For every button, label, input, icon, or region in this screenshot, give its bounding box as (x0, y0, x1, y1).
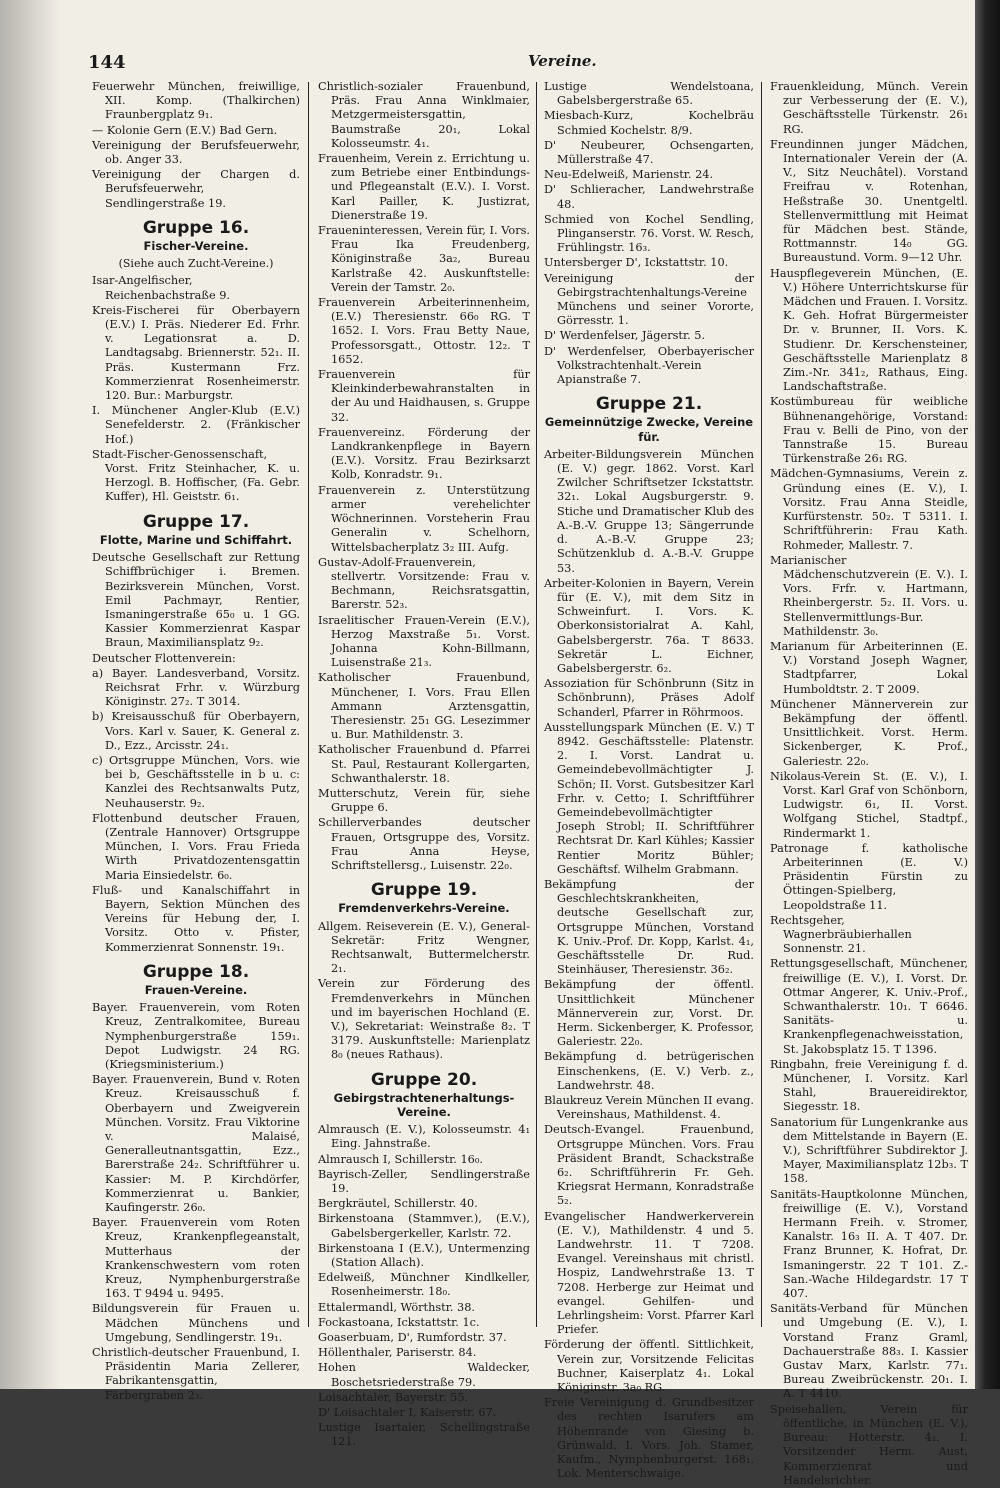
directory-entry: D' Werdenfelser, Jägerstr. 5. (544, 329, 706, 343)
directory-entry: Münchener Männerverein zur Bekämpfung der öffentl. Unsittlichkeit. Vorst. Herm. Sickenberger, K. Prof., Galeriestr. 22₀. (770, 697, 968, 768)
section-heading: Gruppe 17. (142, 511, 250, 532)
directory-entry: Birkenstoana (Stammver.), (E.V.), Gabelsbergerkeller, Karlstr. 72. (318, 1212, 530, 1240)
directory-entry: Bayer. Frauenverein, vom Roten Kreuz, Zentralkomitee, Bureau Nymphenburgerstraße 159₁. Depot Ludwigstr. 24 RG. (Kriegsministerium.) (92, 1001, 300, 1071)
directory-entry: Christlich-sozialer Frauenbund, Präs. Frau Anna Winklmaier, Metzgermeistersgattin, Baumstraße 20₁, Lokal Kolosseumstr. 4₁. (318, 80, 530, 150)
directory-entry: Hohen Waldecker, Boschetsriederstraße 79. (318, 1361, 530, 1389)
directory-entry: Goaserbuam, D', Rumfordstr. 37. (318, 1331, 507, 1345)
section-heading: Gruppe 19. (370, 880, 478, 901)
directory-entry: Edelweiß, Münchner Kindlkeller, Rosenheimerstr. 18₀. (318, 1271, 530, 1299)
directory-entry: Kreis-Fischerei für Oberbayern (E.V.) I. Präs. Niederer Ed. Frhr. v. Legationsrat a. D. Landtagsabg. Briennerstr. 52₁. II. Präs. Kustermann Frz. Kommerzienrat Rosenheimerstr. 120. Bur.: Marburgstr. (92, 303, 300, 403)
text-column-3 (544, 80, 754, 1481)
page-gutter-shadow (0, 0, 60, 1389)
directory-entry: Miesbach-Kurz, Kochelbräu Schmied Kochelstr. 8/9. (544, 109, 754, 137)
directory-entry: Bayrisch-Zeller, Sendlingerstraße 19. (318, 1167, 530, 1196)
running-head: Vereine. (528, 52, 597, 70)
directory-entry: a) Bayer. Landesverband, Vorsitz. Reichsrat Frhr. v. Würzburg Königinstr. 27₂. T 3014. (92, 666, 300, 709)
text-column-2 (318, 80, 530, 1449)
directory-entry: Ringbahn, freie Vereinigung f. d. Münchener, I. Vorsitz. Karl Stahl, Brauereidirektor, Siegesstr. 18. (770, 1057, 968, 1114)
directory-entry: b) Kreisausschuß für Oberbayern, Vors. Karl v. Sauer, K. General z. D., Ezz., Arcisstr. 24₁. (92, 710, 300, 752)
directory-entry: Höllenthaler, Pariserstr. 84. (318, 1346, 477, 1360)
directory-entry: Bergkräutel, Schillerstr. 40. (318, 1197, 478, 1211)
directory-entry: Bayer. Frauenverein, Bund v. Roten Kreuz. Kreisausschuß f. Oberbayern und Zweigverein München. Vorsitz. Frau Viktorine v. Malaisé, Generalleutnantsgattin, Ezz., Barerstraße 24₂. Schriftführer u. Kassier: M. P. Kirchdörfer, Kommerzienrat u. Bankier, Kaufingerstr. 26₀. (92, 1073, 300, 1215)
directory-entry: Verein zur Förderung des Fremdenverkehrs in München und im bayerischen Hochland (E. V.), Sekretariat: Weinstraße 8₂. T 3179. Auskunftstelle: Marienplatz 8₀ (neues Rathaus). (318, 977, 530, 1062)
directory-entry: Nikolaus-Verein St. (E. V.), I. Vorst. Karl Graf von Schönborn, Ludwigstr. 6₁, II. Vorst. Wolfgang Stichel, Stadtpf., Rindermarkt 1. (770, 769, 968, 840)
directory-entry: Fluß- und Kanalschiffahrt in Bayern, Sektion München des Vereins für Hebung der, I. Vorsitz. Otto v. Pfister, Kommerzienrat Sonnenstr. 19₁. (92, 883, 300, 954)
section-heading: Gruppe 18. (142, 961, 250, 982)
directory-entry: Bildungsverein für Frauen u. Mädchen Münchens und Umgebung, Sendlingerstr. 19₁. (92, 1302, 300, 1344)
column-divider (536, 82, 537, 1327)
directory-entry: Israelitischer Frauen-Verein (E.V.), Herzog Maxstraße 5₁. Vorst. Johanna Kohn-Billmann, Luisenstraße 21₃. (318, 613, 530, 670)
directory-entry: Bekämpfung d. betrügerischen Einschenkens, (E. V.) Verb. z., Landwehrstr. 48. (544, 1050, 754, 1092)
directory-entry: Isar-Angelfischer, Reichenbachstraße 9. (92, 274, 231, 302)
section-heading: Gruppe 20. (370, 1069, 478, 1090)
directory-entry: Fockastoana, Ickstattstr. 1c. (318, 1315, 480, 1329)
directory-entry: Schillerverbandes deutscher Frauen, Ortsgruppe des, Vorsitz. Frau Anna Heyse, Schriftstellersg., Luisenstr. 22₀. (318, 816, 530, 872)
directory-entry: Untersberger D', Ickstattstr. 10. (544, 256, 729, 270)
directory-entry: Frauenheim, Verein z. Errichtung u. zum Betriebe einer Entbindungs- und Pflegeanstalt (E.V.). I. Vorst. Karl Pailler, K. Justizrat, Dienerstraße 19. (318, 152, 530, 222)
directory-entry: Birkenstoana I (E.V.), Untermenzing (Station Allach). (318, 1241, 530, 1270)
directory-entry: Vereinigung der Chargen d. Berufsfeuerwehr, Sendlingerstraße 19. (92, 168, 300, 210)
section-note: (Siehe auch Zucht-Vereine.) (118, 257, 274, 271)
directory-entry: D' Schlieracher, Landwehrstraße 48. (544, 183, 754, 211)
directory-entry: Hauspflegeverein München, (E. V.) Höhere Unterrichtskurse für Mädchen und Frauen. I. Vorsitz. K. Geh. Hofrat Bürgermeister Dr. v. Brunner, II. Vors. K. Studienr. Dr. Kerschensteiner, Geschäftsstelle Marienplatz 8 Zim.-Nr. 341₂, Rathaus, Eing. Landschaftstraße. (770, 266, 968, 394)
text-column-1 (92, 80, 300, 1402)
directory-entry: Feuerwehr München, freiwillige, XII. Komp. (Thalkirchen) Fraunbergplatz 9₁. (92, 80, 300, 122)
directory-entry: Schmied von Kochel Sendling, Plinganserstr. 76. Vorst. W. Resch, Frühlingstr. 16₃. (544, 212, 754, 255)
directory-entry: Bekämpfung der Geschlechtskrankheiten, deutsche Gesellschaft zur, Ortsgruppe München, Vorstand K. Univ.-Prof. Dr. Kopp, Karlst. 4₁, Geschäftsstelle Dr. Rud. Steinhäuser, Theresienstr. 36₂. (544, 877, 754, 977)
directory-entry: Fraueninteressen, Verein für, I. Vors. Frau Ika Freudenberg, Königinstraße 3a₂, Bureau Karlstraße 42. Auskunftstelle: Verein der Tamstr. 2₀. (318, 224, 530, 294)
directory-entry: D' Loisachtaler I, Kaiserstr. 67. (318, 1406, 497, 1420)
directory-entry: — Kolonie Gern (E.V.) Bad Gern. (92, 123, 278, 137)
directory-entry: Mutterschutz, Verein für, siehe Gruppe 6. (318, 786, 530, 815)
directory-entry: Neu-Edelweiß, Marienstr. 24. (544, 168, 714, 182)
directory-entry: Frauenverein Arbeiterinnenheim, (E.V.) Theresienstr. 66₀ RG. T 1652. I. Vors. Frau Betty Naue, Professorsgatt., Ottostr. 12₂. T 1652. (318, 296, 530, 366)
directory-entry: Assoziation für Schönbrunn (Sitz in Schönbrunn), Präses Adolf Schanderl, Pfarrer in Röhrmoos. (544, 677, 754, 719)
section-heading: Gruppe 21. (595, 394, 703, 415)
directory-entry: Ettalermandl, Wörthstr. 38. (318, 1300, 476, 1314)
column-divider (761, 82, 762, 1327)
directory-entry: Sanatorium für Lungenkranke aus dem Mittelstande in Bayern (E. V.), Schriftführer Subdirektor J. Mayer, Maximiliansplatz 12b₃. T 158. (770, 1115, 968, 1186)
directory-entry: Speisehallen, Verein für öffentliche, in München (E. V.), Bureau: Hotterstr. 4₁. I. Vorsitzender Herm. Aust, Kommerzienrat und Handelsrichter. (770, 1402, 968, 1487)
directory-entry: Marianischer Mädchenschutzverein (E. V.). I. Vors. Frfr. v. Hartmann, Rheinbergerstr. 5₂. II. Vors. u. Stellenvermittlungs-Bur. Mathildenstr. 3₀. (770, 553, 968, 638)
directory-entry: Almrausch I, Schillerstr. 16₀. (318, 1152, 483, 1166)
directory-entry: Freundinnen junger Mädchen, Internationaler Verein der (A. V., Sitz Neuchâtel). Vorstand Freifrau v. Rotenhan, Heßstraße 30. Unentgeltl. Stellenvermittlung mit Heimat für Mädchen best. Stände, Rottmannstr. 14₀ GG. Bureaustund. Vorm. 9—12 Uhr. (770, 137, 968, 265)
directory-entry: Kostümbureau für weibliche Bühnenangehörige, Vorstand: Frau v. Belli de Pino, von der Tannstraße 15. Bureau Türkenstraße 26₁ RG. (770, 395, 968, 466)
directory-entry: Bekämpfung der öffentl. Unsittlichkeit Münchener Männerverein zur, Vorst. Dr. Herm. Sickenberger, K. Professor, Galeriestr. 22₀. (544, 978, 754, 1049)
directory-entry: Stadt-Fischer-Genossenschaft, Vorst. Fritz Steinhacher, K. u. Herzogl. B. Hoffischer, (Fa. Gebr. Kuffer), Hl. Geiststr. 6₁. (92, 447, 300, 504)
directory-entry: Rechtsgeher, Wagnerbräubierhallen Sonnenstr. 21. (770, 913, 912, 956)
directory-entry: Ausstellungspark München (E. V.) T 8942. Geschäftsstelle: Platenstr. 2. I. Vorst. Landrat u. Gemeindebevollmächtigter J. Schön; II. Vorst. Gutsbesitzer Karl Frhr. v. Cetto; I. Schriftführer Gemeindebevollmächtigter Joseph Strobl; II. Schriftführer Rechtsrat Dr. Karl Kühles; Kassier Rentier Moritz Bühler; Geschäftsf. Wilhelm Grabmann. (544, 720, 754, 876)
section-subheading: Gebirgstrachtenerhaltungs-Vereine. (333, 1090, 515, 1120)
directory-entry: Frauenvereinz. Förderung der Landkrankenpflege in Bayern (E.V.). Vorsitz. Frau Bezirksarzt Kolb, Konradstr. 9₁. (318, 425, 530, 482)
section-subheading: Frauen-Vereine. (144, 982, 248, 997)
directory-entry: Lustige Isartaler, Schellingstraße 121. (318, 1421, 530, 1449)
directory-entry: Frauenverein für Kleinkinderbewahranstalten in der Au und Haidhausen, s. Gruppe 32. (318, 368, 530, 424)
directory-entry: Gustav-Adolf-Frauenverein, stellvertr. Vorsitzende: Frau v. Bechmann, Reichsratsgattin, Barerstr. 52₃. (318, 555, 530, 612)
directory-entry: I. Münchener Angler-Klub (E.V.) Senefelderstr. 2. (Fränkischer Hof.) (92, 404, 300, 446)
page-number: 144 (88, 52, 126, 73)
directory-entry: Flottenbund deutscher Frauen, (Zentrale Hannover) Ortsgruppe München, I. Vors. Frau Frieda Wirth Privatdozentensgattin Maria Einsiedelstr. 6₀. (92, 811, 300, 882)
directory-entry: Frauenverein z. Unterstützung armer verehelichter Wöchnerinnen. Vorsteherin Frau Generalin v. Schelhorn, Wittelsbacherplatz 3₂ III. Aufg. (318, 483, 530, 554)
directory-entry: c) Ortsgruppe München, Vors. wie bei b, Geschäftsstelle in b u. c: Kanzlei des Rechtsanwalts Putz, Neuhauserstr. 9₂. (92, 753, 300, 810)
directory-entry: D' Werdenfelser, Oberbayerischer Volkstrachtenhalt.-Verein Apianstraße 7. (544, 344, 754, 387)
directory-entry: Rettungsgesellschaft, Münchener, freiwillige (E. V.), I. Vorst. Dr. Ottmar Angerer, K. Univ.-Prof., Schwanthalerstr. 10₁. T 6646. Sanitäts- u. Krankenpflegenachweisstation, St. Jakobsplatz 15. T 1396. (770, 957, 968, 1056)
directory-entry: Deutsch-Evangel. Frauenbund, Ortsgruppe München. Vors. Frau Präsident Brandt, Schackstraße 6₂. Schriftführerin Fr. Geh. Kriegsrat Hermann, Konradstraße 5₂. (544, 1123, 754, 1208)
directory-entry: Deutscher Flottenverein: (92, 651, 236, 665)
directory-entry: Mädchen-Gymnasiums, Verein z. Gründung eines (E. V.), I. Vorsitz. Frau Anna Steidle, Kurfürstenstr. 50₂. T 5311. I. Schriftführerin: Frau Kath. Rohmeder, Mallestr. 7. (770, 467, 968, 552)
directory-entry: Loisachtaler, Bayerstr. 55. (318, 1390, 469, 1404)
directory-entry: Sanitäts-Verband für München und Umgebung (E. V.), I. Vorstand Franz Graml, Dachauerstraße 88₃. I. Kassier Gustav Marx, Karlstr. 77₁. Bureau Zweibrückenstr. 20₁. I. A. T 4410. (770, 1302, 968, 1401)
directory-entry: D' Neubeurer, Ochsengarten, Müllerstraße 47. (544, 138, 754, 167)
directory-entry: Freie Vereinigung d. Grundbesitzer des rechten Isarufers am Höhenrande von Giesing b. Grünwald, I. Vors. Joh. Stamer, Kaufm., Nymphenburgerst. 168₁. Lok. Menterschwaige. (544, 1396, 754, 1481)
directory-entry: Patronage f. katholische Arbeiterinnen (E. V.) Präsidentin Fürstin zu Öttingen-Spielberg, Leopoldstraße 11. (770, 841, 968, 912)
directory-entry: Deutsche Gesellschaft zur Rettung Schiffbrüchiger i. Bremen. Bezirksverein München, Vorst. Emil Pachmayr, Rentier, Ismaningerstraße 65₀ u. 1 GG. Kassier Kommerzienrat Kaspar Braun, Maximiliansplatz 9₂. (92, 551, 300, 650)
directory-entry: Blaukreuz Verein München II evang. Vereinshaus, Mathildenst. 4. (544, 1094, 754, 1122)
section-subheading: Fremdenverkehrs-Vereine. (338, 901, 510, 916)
directory-entry: Arbeiter-Kolonien in Bayern, Verein für (E. V.), mit dem Sitz in Schweinfurt. I. Vors. K. Oberkonsistorialrat A. Kahl, Gabelsbergerstr. 76a. T 8633. Sekretär L. Eichner, Gabelsbergerstr. 6₂. (544, 576, 754, 675)
directory-entry: Förderung der öffentl. Sittlichkeit, Verein zur, Vorsitzende Felicitas Buchner, Kaiserplatz 4₁. Lokal Königinstr. 3a₀ RG. (544, 1338, 754, 1395)
directory-entry: Frauenkleidung, Münch. Verein zur Verbesserung der (E. V.), Geschäftsstelle Türkenstr. 26₁ RG. (770, 80, 968, 136)
section-heading: Gruppe 16. (142, 217, 250, 238)
section-subheading: Fischer-Vereine. (143, 239, 249, 254)
directory-entry: Christlich-deutscher Frauenbund, I. Präsidentin Maria Zellerer, Fabrikantensgattin, Färbergraben 2₃. (92, 1346, 300, 1402)
directory-entry: Katholischer Frauenbund, Münchener, I. Vors. Frau Ellen Ammann Arztensgattin, Theresienstr. 25₁ GG. Lesezimmer u. Bur. Mathildenstr. 3. (318, 671, 530, 742)
book-binding-edge (975, 0, 1000, 1389)
directory-entry: Almrausch (E. V.), Kolosseumstr. 4₁ Eing. Jahnstraße. (318, 1123, 530, 1151)
directory-entry: Vereinigung der Berufsfeuerwehr, ob. Anger 33. (92, 138, 300, 167)
directory-entry: Katholischer Frauenbund d. Pfarrei St. Paul, Restaurant Kollergarten, Schwanthalerstr. 18. (318, 743, 530, 785)
section-subheading: Flotte, Marine und Schiffahrt. (99, 532, 293, 547)
column-divider (308, 82, 309, 1327)
page-header (88, 52, 968, 78)
directory-entry: Sanitäts-Hauptkolonne München, freiwillige (E. V.), Vorstand Hermann Freih. v. Stromer, Kanalstr. 16₃ II. A. T 407. Dr. Franz Brunner, K. Hofrat, Dr. Ismaningerstr. 22 T 101. Z.-San.-Wache Hildegardstr. 17 T 407. (770, 1187, 968, 1301)
directory-entry: Vereinigung der Gebirgstrachtenhaltungs-Vereine Münchens und seiner Vororte, Görresstr. 1. (544, 271, 754, 328)
directory-entry: Marianum für Arbeiterinnen (E. V.) Vorstand Joseph Wagner, Stadtpfarrer, Lokal Humboldtstr. 2. T 2009. (770, 639, 968, 696)
section-subheading: Gemeinnützige Zwecke, Vereine für. (544, 415, 754, 444)
directory-entry: Bayer. Frauenverein vom Roten Kreuz, Krankenpflegeanstalt, Mutterhaus der Krankenschwestern vom roten Kreuz, Nymphenburgerstraße 163. T 9494 u. 9495. (92, 1216, 300, 1301)
directory-entry: Evangelischer Handwerkerverein (E. V.), Mathildenstr. 4 und 5. Landwehrstr. 11. T 7208. Evangel. Vereinshaus mit christl. Hospiz, Landwehrstraße 13. T 7208. Herberge zur Heimat und evangel. Gehilfen- und Lehrlingsheim: Vorst. Pfarrer Karl Priefer. (544, 1209, 754, 1337)
text-column-4 (770, 80, 968, 1487)
directory-entry: Arbeiter-Bildungsverein München (E. V.) gegr. 1862. Vorst. Karl Zwilcher Schriftsetzer Ickstattstr. 32₁. Lokal Augsburgerstr. 9. Stiche und Dramatischer Klub des A.-B.-V. Gruppe 13; Sängerrunde d. A.-B.-V. Gruppe 23; Schützenklub d. A.-B.-V. Gruppe 53. (544, 447, 754, 575)
directory-entry: Allgem. Reiseverein (E. V.), General-Sekretär: Fritz Wengner, Rechtsanwalt, Buttermelcherstr. 2₁. (318, 919, 530, 976)
directory-entry: Lustige Wendelstoana, Gabelsbergerstraße 65. (544, 80, 754, 108)
